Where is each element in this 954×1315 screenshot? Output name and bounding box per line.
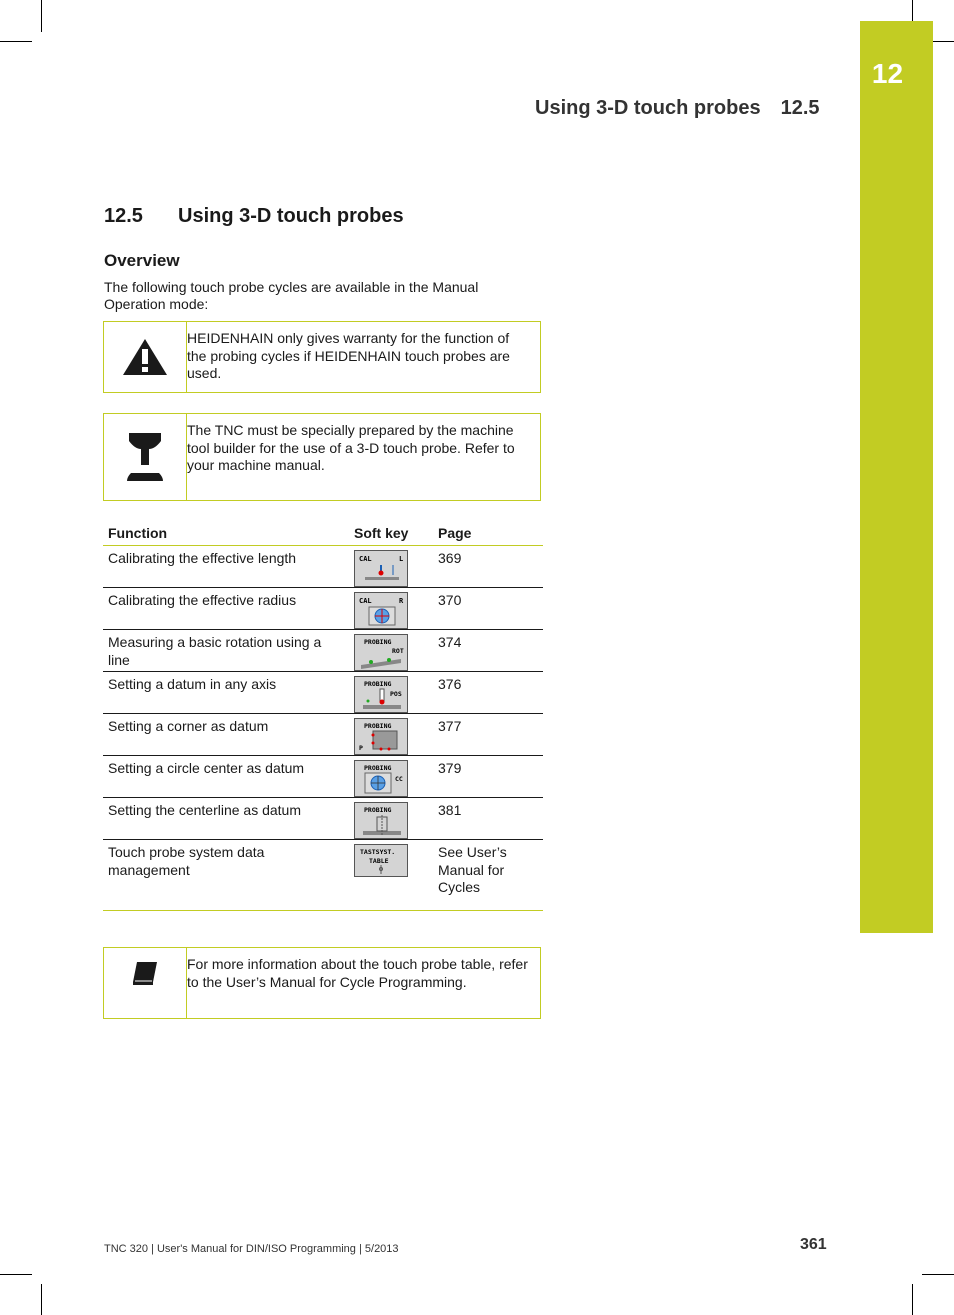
table-row [103,714,543,756]
subsection-title: Overview [104,251,180,270]
softkey-cell [349,672,433,714]
softkey-cell [349,630,433,672]
section-number: 12.5 [104,205,143,227]
crop-mark [912,0,913,21]
column-header-function: Function [103,520,349,546]
function-cell: Touch probe system data management [103,840,349,911]
crop-mark [912,1284,913,1315]
softkey-cell [349,588,433,630]
softkey-label-left: CAL [359,597,372,605]
book-icon [104,948,186,1018]
note-text: HEIDENHAIN only gives warranty for the function of the probing cycles if HEIDENHAIN touch probes are used. [187,330,510,381]
running-head [535,97,820,120]
softkey-cell [349,546,433,588]
page-cell: 377 [433,714,543,756]
softkey-cell [349,798,433,840]
page-number: 361 [800,1236,827,1253]
warning-icon [104,322,186,392]
table-row [103,672,543,714]
softkey-tastsyst-table[interactable] [354,844,408,877]
note-text: The TNC must be specially prepared by the machine tool builder for the use of a 3-D touch probe. Refer to your machine manual. [187,422,515,473]
function-cell: Setting the centerline as datum [103,798,349,840]
chapter-tab [860,21,933,933]
page-cell: 381 [433,798,543,840]
crop-mark [0,41,32,42]
table-row [103,546,543,588]
function-table [103,520,543,911]
function-cell: Calibrating the effective radius [103,588,349,630]
softkey-probing-rot[interactable] [354,634,408,671]
function-cell: Measuring a basic rotation using a line [103,630,349,672]
function-cell: Setting a corner as datum [103,714,349,756]
crop-mark [933,41,954,42]
footer-text: TNC 320 | User's Manual for DIN/ISO Programming | 5/2013 [104,1243,399,1255]
chapter-number: 12 [871,58,904,89]
softkey-cell [349,840,433,911]
table-header [103,520,543,546]
softkey-label-right: POS [390,690,402,698]
softkey-label-left: PROBING [364,806,392,814]
softkey-cell [349,714,433,756]
softkey-cal-length[interactable] [354,550,408,587]
table-row [103,756,543,798]
softkey-label-right: CC [395,775,403,783]
softkey-probing-corner[interactable] [354,718,408,755]
function-cell: Setting a datum in any axis [103,672,349,714]
softkey-probing-pos[interactable] [354,676,408,713]
page-cell: See User’s Manual for Cycles [433,840,543,911]
reference-note [103,947,541,1019]
note-text: For more information about the touch probe table, refer to the User’s Manual for Cycle Programming. [187,956,528,990]
page-cell: 374 [433,630,543,672]
softkey-probing-centerline[interactable] [354,802,408,839]
crop-mark [922,1274,954,1275]
softkey-label-left: PROBING [364,722,392,730]
crop-mark [41,0,42,32]
warning-note [103,321,541,393]
table-row [103,798,543,840]
section-heading: Using 3-D touch probes [178,205,404,227]
softkey-label-right: R [399,597,404,605]
softkey-probing-cc[interactable] [354,760,408,797]
function-cell: Setting a circle center as datum [103,756,349,798]
page-cell: 376 [433,672,543,714]
softkey-label-left: PROBING [364,764,392,772]
table-row [103,588,543,630]
softkey-label-left: TASTSYST. [360,848,396,856]
softkey-cal-radius[interactable] [354,592,408,629]
column-header-softkey: Soft key [349,520,433,546]
softkey-label-right: TABLE [369,857,389,865]
section-title [104,205,404,228]
table-row [103,840,543,911]
function-cell: Calibrating the effective length [103,546,349,588]
softkey-label-right: L [399,555,404,563]
softkey-label-left: CAL [359,555,372,563]
running-head-number: 12.5 [780,97,820,119]
softkey-label-left: PROBING [364,638,392,646]
page-cell: 370 [433,588,543,630]
table-row [103,630,543,672]
softkey-label-left: PROBING [364,680,392,688]
crop-mark [0,1274,32,1275]
machine-icon [104,414,186,500]
softkey-label-right: P [359,744,363,752]
page-cell: 369 [433,546,543,588]
running-head-title: Using 3-D touch probes [535,97,761,119]
intro-paragraph: The following touch probe cycles are available in the Manual Operation mode: [104,279,479,312]
softkey-cell [349,756,433,798]
column-header-page: Page [433,520,543,546]
softkey-label-right: ROT [392,647,404,655]
machine-note [103,413,541,501]
page-cell: 379 [433,756,543,798]
crop-mark [41,1284,42,1315]
